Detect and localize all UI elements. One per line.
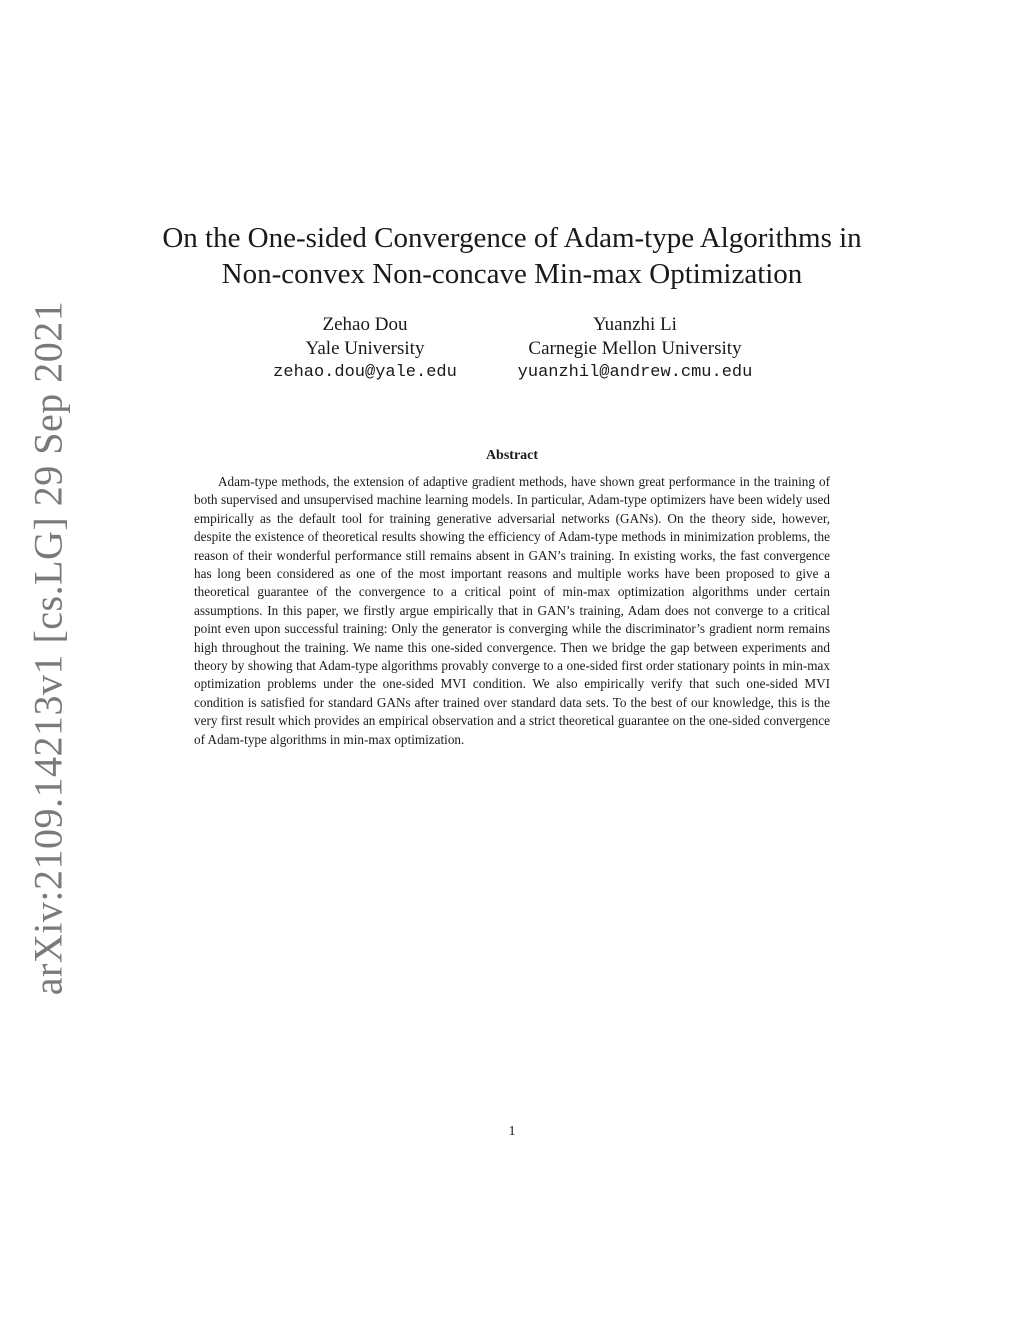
author-email: yuanzhil@andrew.cmu.edu — [517, 363, 753, 382]
paper-title-line-2: Non-convex Non-concave Min-max Optimization — [221, 258, 803, 290]
author-affiliation: Yale University — [305, 338, 425, 359]
paper-title-line-1: On the One-sided Convergence of Adam-type Algorithms in — [162, 222, 862, 254]
paper-title — [120, 220, 904, 292]
author-name: Yuanzhi Li — [593, 314, 677, 335]
author-block-1 — [255, 313, 475, 385]
page-number: 1 — [508, 1124, 516, 1139]
author-affiliation: Carnegie Mellon University — [528, 338, 742, 359]
author-name: Zehao Dou — [322, 314, 408, 335]
abstract-body: Adam-type methods, the extension of adaptive gradient methods, have shown great performance in the training of both supervised and unsupervised machine learning models. In particular, Adam-type optimizers have been widely used empirically as the default tool for training generative adversarial networks (GANs). On the theory side, however, despite the existence of theoretical results showing the efficiency of Adam-type methods in minimization problems, the reason of their wonderful performance still remains absent in GAN’s training. In existing works, the fast convergence has long been considered as one of the most important reasons and multiple works have been proposed to give a theoretical guarantee of the convergence to a critical point of min-max optimization algorithms under certain assumptions. In this paper, we firstly argue empirically that in GAN’s training, Adam does not converge to a critical point even upon successful training: Only the generator is converging while the discriminator’s gradient norm remains high throughout the training. We name this one-sided convergence. Then we bridge the gap between experiments and theory by showing that Adam-type algorithms provably converge to a one-sided first order stationary points in min-max optimization problems under the one-sided MVI condition. We also empirically verify that such one-sided MVI condition is satisfied for standard GANs after trained over standard data sets. To the best of our knowledge, this is the very first result which provides an empirical observation and a strict theoretical guarantee on the one-sided convergence of Adam-type algorithms in min-max optimization. — [194, 474, 830, 747]
author-email: zehao.dou@yale.edu — [273, 363, 457, 382]
author-block-2 — [500, 313, 770, 385]
arxiv-identifier-stamp: arXiv:2109.14213v1 [cs.LG] 29 Sep 2021 — [25, 300, 71, 996]
abstract-heading: Abstract — [485, 448, 539, 463]
